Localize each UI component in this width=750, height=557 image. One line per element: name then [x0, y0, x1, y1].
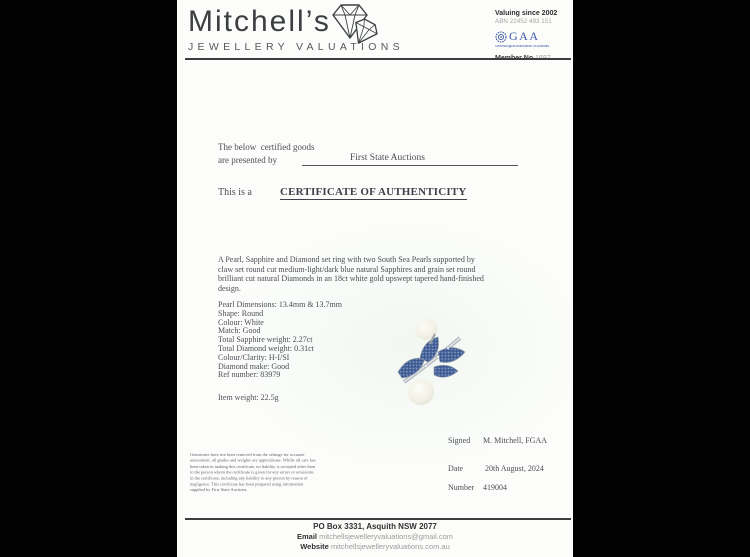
website-line	[177, 542, 573, 552]
email-line	[177, 532, 573, 542]
gaa-subtitle: Gemmological Association of Australia	[495, 45, 549, 49]
brand-subtitle: JEWELLERY VALUATIONS	[188, 41, 404, 53]
spec-line: Match: Good	[218, 326, 261, 336]
website-label: Website	[300, 542, 331, 551]
disclaimer-text: Gemstones have not been removed from the settings for accurate assessment, all grades and weights are approximate. Whilst all care has been taken in making this certificate, no liability is accepted other than to the person whom the certificate is given for any errors or omissions in the certificate, including any liability to any person by reason of negligence. This certificate has been prepared using information supplied by First State Auctions.	[190, 452, 316, 493]
po-box-line: PO Box 3331, Asquith NSW 2077	[313, 522, 437, 531]
header-divider	[185, 58, 571, 60]
certificate-title: CERTIFICATE OF AUTHENTICITY	[280, 186, 467, 198]
website-value: mitchellsjewelleryvaluations.com.au	[330, 542, 450, 551]
footer-divider	[185, 518, 571, 520]
brand-name: Mitchell’s	[188, 5, 331, 38]
date-value: 20th August, 2024	[485, 464, 544, 473]
signed-label: Signed	[448, 436, 471, 445]
valuing-since-label: Valuing since 2002	[495, 10, 558, 17]
spec-line: Shape: Round	[218, 308, 264, 318]
intro-line-2: are presented by	[218, 155, 277, 165]
spec-line: Pearl Dimensions: 13.4mm & 13.7mm	[218, 300, 342, 309]
date-label: Date	[448, 464, 464, 473]
spec-line: Diamond make: Good	[218, 361, 290, 371]
number-label: Number	[448, 483, 475, 492]
number-value: 419004	[483, 483, 507, 492]
diamonds-logo-icon	[327, 2, 385, 53]
certificate-page	[177, 0, 573, 557]
this-is-a-label: This is a	[218, 187, 252, 198]
gaa-label: GAA	[509, 29, 540, 43]
gaa-member-badge	[495, 10, 573, 62]
spec-line: Total Diamond weight: 0.31ct	[218, 343, 314, 353]
ring-photo	[390, 310, 500, 415]
email-value: mitchellsjewelleryvaluations@gmail.com	[319, 532, 453, 541]
abn-label: ABN 22452 493 151	[495, 18, 552, 25]
item-weight: Item weight: 22.5g	[218, 393, 279, 402]
presented-by-value: First State Auctions	[350, 153, 425, 163]
spec-list	[218, 301, 342, 380]
presented-by-field	[302, 153, 518, 166]
item-description: A Pearl, Sapphire and Diamond set ring with two South Sea Pearls supported by claw set round cut medium-light/dark blue natural Sapphires and grain set round brilliant cut natural Diamonds in an 18ct white gold upswept tapered hand-finished design.	[218, 255, 484, 294]
signed-value: M. Mitchell, FGAA	[483, 436, 547, 445]
spec-line: Total Sapphire weight: 2.27ct	[218, 335, 313, 345]
south-sea-pearl-bottom	[408, 379, 434, 405]
spec-line: Ref number: 83979	[218, 370, 281, 380]
spec-line: Colour: White	[218, 317, 264, 327]
gaa-logo	[495, 29, 573, 44]
footer	[177, 522, 573, 552]
spec-line: Colour/Clarity: H-I/SI	[218, 352, 290, 362]
gaa-seal-icon	[495, 31, 507, 43]
email-label: Email	[296, 532, 320, 541]
intro-line-1: The below certified goods	[218, 142, 315, 152]
